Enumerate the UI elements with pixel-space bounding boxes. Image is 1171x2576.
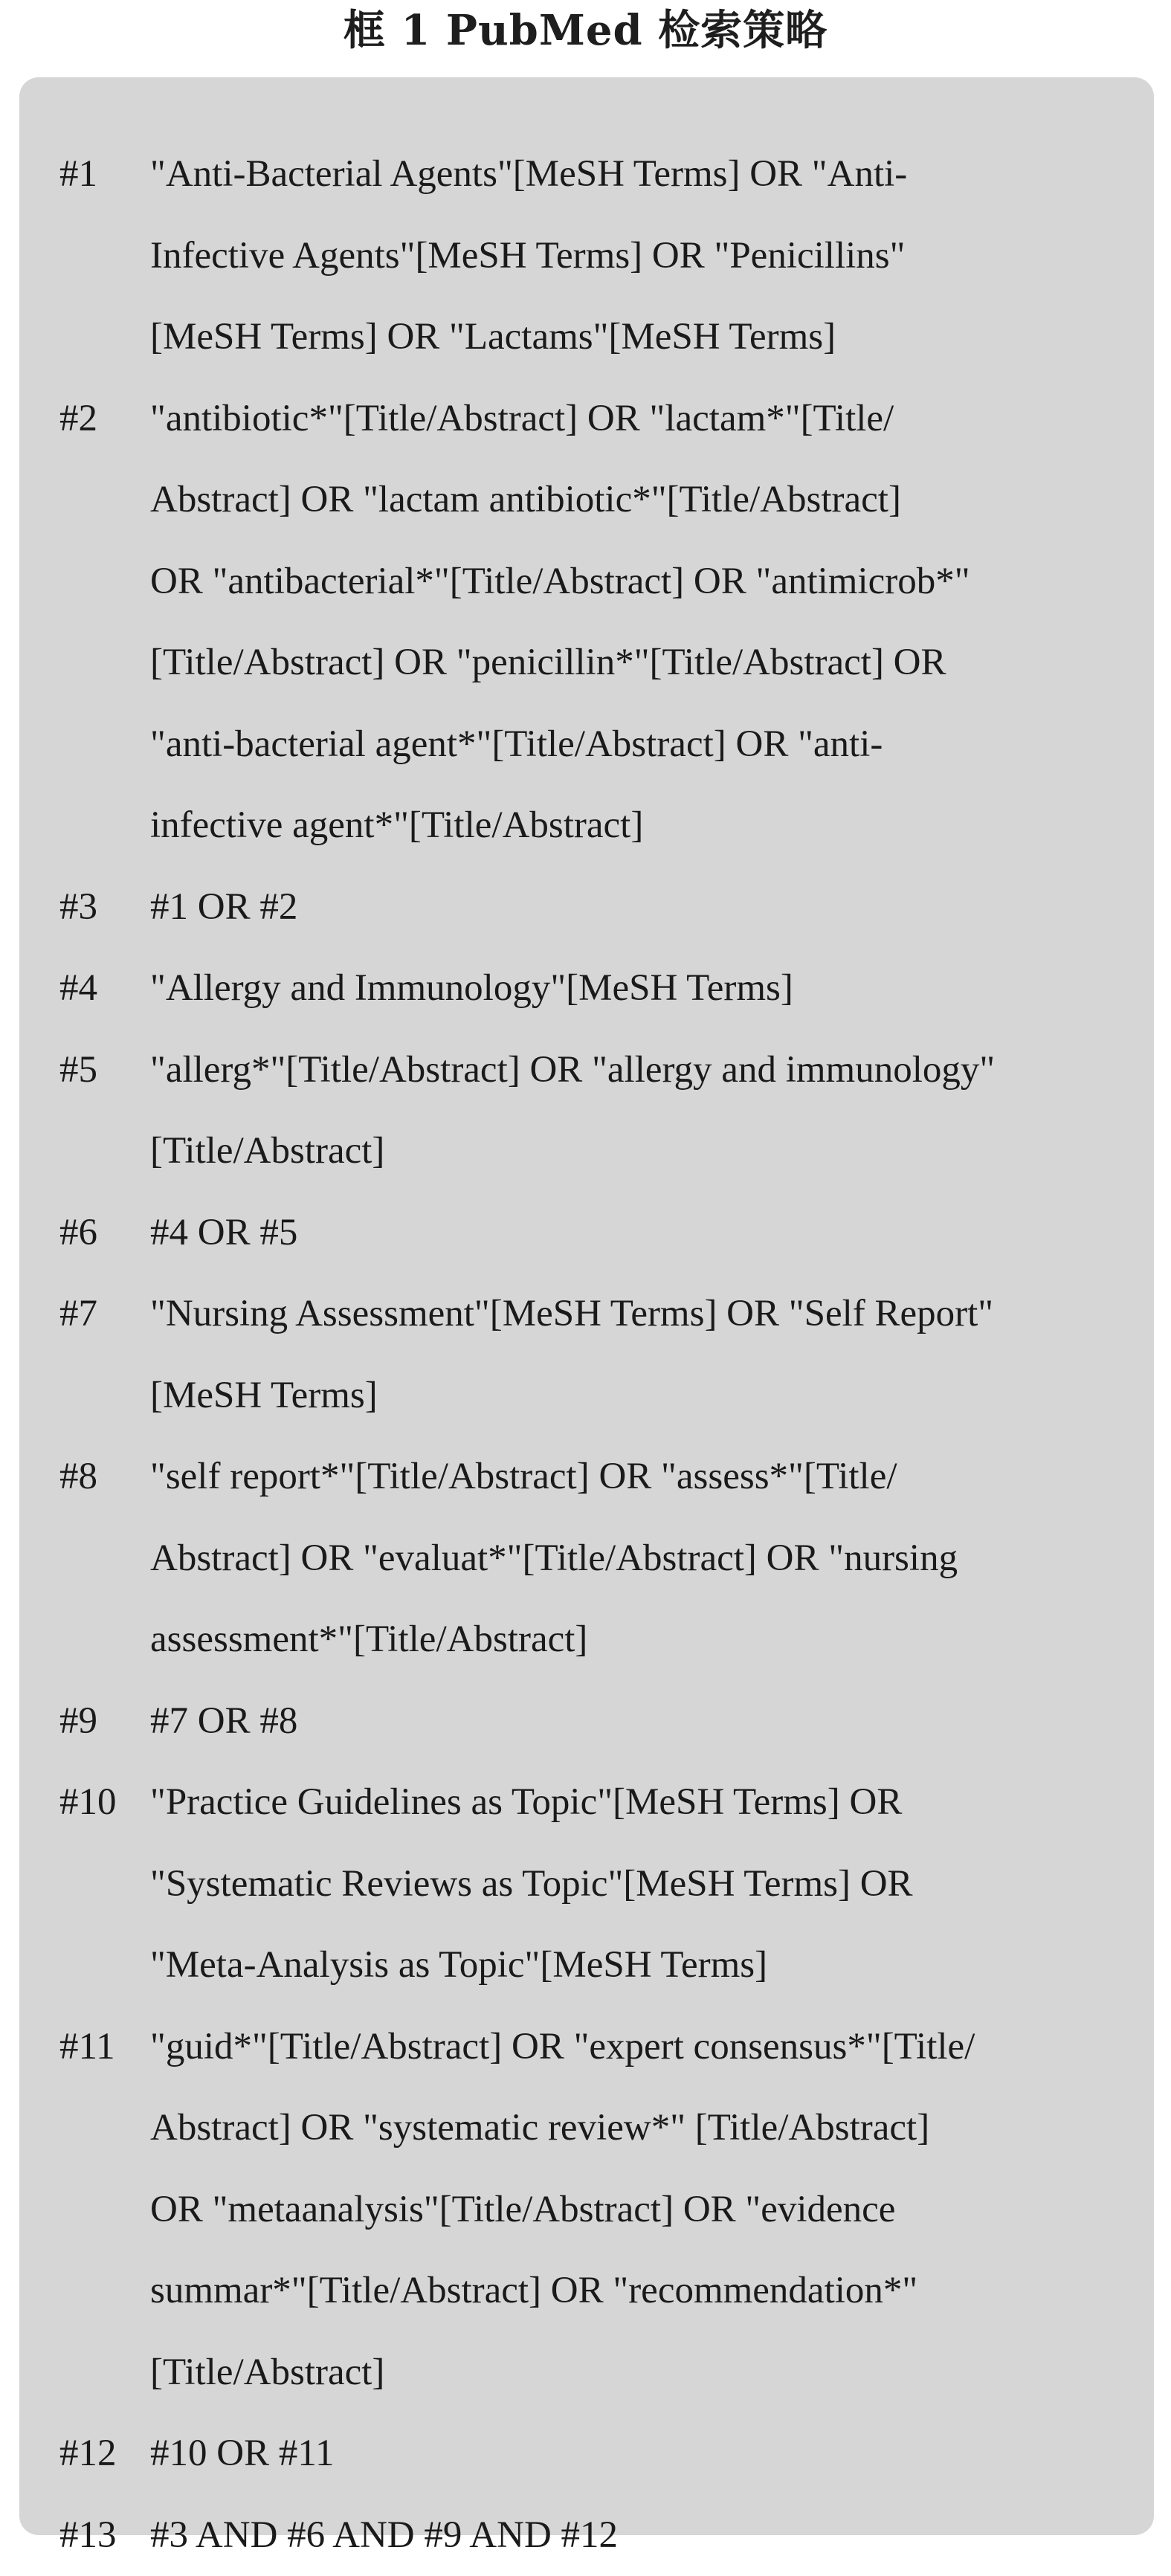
query-line: "Allergy and Immunology"[MeSH Terms] [150, 948, 1124, 1030]
search-step-row [19, 867, 1154, 949]
query-line: "Nursing Assessment"[MeSH Terms] OR "Self Report" [150, 1274, 1124, 1355]
search-step-query [150, 1681, 1124, 1763]
search-step-row [19, 134, 1154, 378]
query-line: [Title/Abstract] [150, 1111, 1124, 1192]
search-step-row [19, 1192, 1154, 1274]
search-step-query [150, 1762, 1124, 2007]
search-step-number: #9 [19, 1681, 150, 1763]
search-step-row [19, 2413, 1154, 2495]
search-step-query [150, 1274, 1124, 1436]
query-line: [Title/Abstract] OR "penicillin*"[Title/Abstract] OR [150, 622, 1124, 704]
search-step-query [150, 2007, 1124, 2414]
query-line: Abstract] OR "evaluat*"[Title/Abstract] OR "nursing [150, 1518, 1124, 1600]
query-line: [MeSH Terms] [150, 1355, 1124, 1437]
box-title: 框 1 PubMed 检索策略 [0, 0, 1171, 61]
query-line: "anti-bacterial agent*"[Title/Abstract] OR "anti- [150, 704, 1124, 786]
search-step-query [150, 378, 1124, 867]
search-step-query [150, 1436, 1124, 1681]
search-step-query [150, 867, 1124, 949]
search-step-number: #5 [19, 1030, 150, 1111]
search-step-number: #1 [19, 134, 150, 216]
search-step-row [19, 1681, 1154, 1763]
query-line: "Practice Guidelines as Topic"[MeSH Terms] OR [150, 1762, 1124, 1844]
search-step-number: #3 [19, 867, 150, 949]
search-step-row [19, 2007, 1154, 2414]
search-step-number: #11 [19, 2007, 150, 2088]
query-line: "antibiotic*"[Title/Abstract] OR "lactam*"[Title/ [150, 378, 1124, 460]
query-line: OR "antibacterial*"[Title/Abstract] OR "antimicrob*" [150, 541, 1124, 623]
search-step-row [19, 1436, 1154, 1681]
search-step-number: #8 [19, 1436, 150, 1518]
search-step-query [150, 1192, 1124, 1274]
search-step-query [150, 2495, 1124, 2576]
search-step-query [150, 2413, 1124, 2495]
query-line: Abstract] OR "systematic review*" [Title/Abstract] [150, 2088, 1124, 2169]
search-step-number: #4 [19, 948, 150, 1030]
search-step-number: #12 [19, 2413, 150, 2495]
query-line: OR "metaanalysis"[Title/Abstract] OR "evidence [150, 2169, 1124, 2251]
query-line: #1 OR #2 [150, 867, 1124, 949]
search-step-query [150, 134, 1124, 378]
search-strategy-panel [19, 77, 1154, 2535]
search-strategy-list [19, 134, 1154, 2576]
search-step-query [150, 948, 1124, 1030]
search-step-query [150, 1030, 1124, 1192]
query-line: [Title/Abstract] [150, 2332, 1124, 2414]
query-line: #10 OR #11 [150, 2413, 1124, 2495]
search-step-number: #10 [19, 1762, 150, 1844]
query-line: "Anti-Bacterial Agents"[MeSH Terms] OR "Anti- [150, 134, 1124, 216]
search-step-row [19, 948, 1154, 1030]
search-step-row [19, 1274, 1154, 1436]
query-line: infective agent*"[Title/Abstract] [150, 785, 1124, 867]
search-step-row [19, 2495, 1154, 2576]
query-line: summar*"[Title/Abstract] OR "recommendation*" [150, 2250, 1124, 2332]
query-line: "self report*"[Title/Abstract] OR "assess*"[Title/ [150, 1436, 1124, 1518]
query-line: "guid*"[Title/Abstract] OR "expert consensus*"[Title/ [150, 2007, 1124, 2088]
query-line: Abstract] OR "lactam antibiotic*"[Title/Abstract] [150, 459, 1124, 541]
search-step-number: #6 [19, 1192, 150, 1274]
query-line: #4 OR #5 [150, 1192, 1124, 1274]
search-step-number: #7 [19, 1274, 150, 1355]
query-line: #3 AND #6 AND #9 AND #12 [150, 2495, 1124, 2576]
query-line: #7 OR #8 [150, 1681, 1124, 1763]
search-step-row [19, 378, 1154, 867]
search-step-row [19, 1030, 1154, 1192]
search-step-number: #13 [19, 2495, 150, 2576]
search-step-number: #2 [19, 378, 150, 460]
query-line: assessment*"[Title/Abstract] [150, 1599, 1124, 1681]
query-line: "allerg*"[Title/Abstract] OR "allergy and immunology" [150, 1030, 1124, 1111]
search-step-row [19, 1762, 1154, 2007]
query-line: "Meta-Analysis as Topic"[MeSH Terms] [150, 1925, 1124, 2007]
query-line: Infective Agents"[MeSH Terms] OR "Penicillins" [150, 216, 1124, 297]
query-line: [MeSH Terms] OR "Lactams"[MeSH Terms] [150, 297, 1124, 378]
query-line: "Systematic Reviews as Topic"[MeSH Terms] OR [150, 1844, 1124, 1925]
